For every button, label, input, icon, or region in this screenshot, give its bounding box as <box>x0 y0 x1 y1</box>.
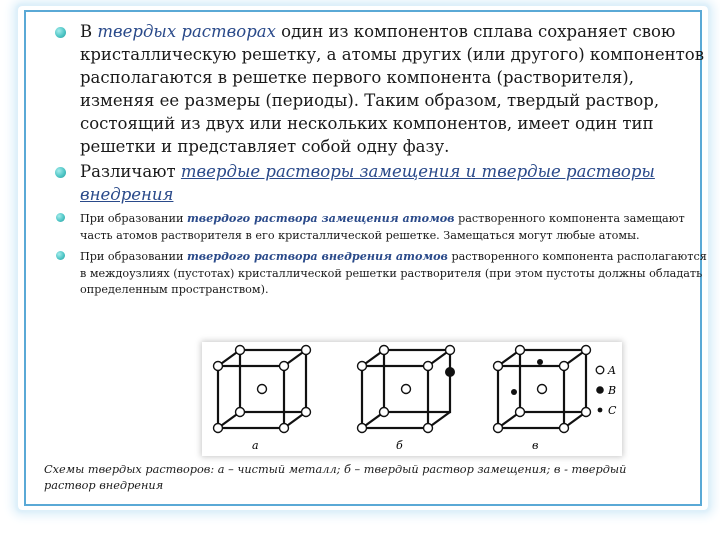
bullet-list <box>54 20 709 299</box>
legend-atom-c-icon <box>598 408 603 413</box>
legend-label-c: C <box>608 404 617 417</box>
bullet-item-interstitial <box>54 248 709 299</box>
bullet-dot-icon <box>56 213 65 222</box>
cube-label-b: б <box>396 439 403 452</box>
bullet-text: растворенного компонента замещают часть атомов растворителя в его кристаллической решетке. Замещаться могут любые атомы. <box>80 212 685 242</box>
cube-label-a: а <box>252 439 259 452</box>
legend-label-b: B <box>608 384 617 397</box>
bullet-dot-icon <box>56 251 65 260</box>
bullet-dot-icon <box>55 27 66 38</box>
bullet-dot-icon <box>55 167 66 178</box>
legend-atom-a-icon <box>596 366 604 374</box>
substituted-atom <box>445 367 455 377</box>
lattice-diagram <box>202 342 622 456</box>
figure-legend <box>596 364 617 417</box>
bullet-text: При образовании <box>80 212 187 225</box>
bullet-item-types <box>54 160 709 206</box>
interstitial-atom <box>537 359 543 365</box>
slide-frame <box>24 10 707 506</box>
link-solution-types[interactable]: твердые растворы замещения и твердые растворы внедрения <box>80 162 655 204</box>
bullet-text: При образовании <box>80 250 187 263</box>
bullet-text: растворенного компонента располагаются в междоузлиях (пустотах) кристаллической решетки растворителя (при этом пустоты должны обладать определенным пространством). <box>80 250 707 296</box>
bullet-item-substitution <box>54 210 709 244</box>
bullet-text: один из компонентов сплава сохраняет свою кристаллическую решетку, а атомы других (или другого) компонентов располагаются в решетке первого компонента (растворителя), изменяя ее размеры (периоды). Таким образом, твердый раствор, состоящий из двух или нескольких компонентов, имеет один тип решетки и представляет собой одну фазу. <box>80 22 705 156</box>
bullet-text: В <box>80 22 98 41</box>
bullet-item-definition <box>54 20 709 158</box>
bullet-text: Различают <box>80 162 181 181</box>
interstitial-atom <box>511 389 517 395</box>
legend-atom-b-icon <box>596 386 604 394</box>
figure-caption: Схемы твердых растворов: а – чистый металл; б – твердый раствор замещения; в - твердый раствор внедрения <box>44 463 627 492</box>
term-substitution: твердого раствора замещения атомов <box>186 211 455 225</box>
crystal-lattice-figure <box>202 342 622 456</box>
cube-label-c: в <box>532 439 539 452</box>
legend-label-a: A <box>608 364 616 377</box>
term-interstitial: твердого раствора внедрения атомов <box>186 249 448 263</box>
term-solid-solutions: твердых растворах <box>97 22 276 41</box>
